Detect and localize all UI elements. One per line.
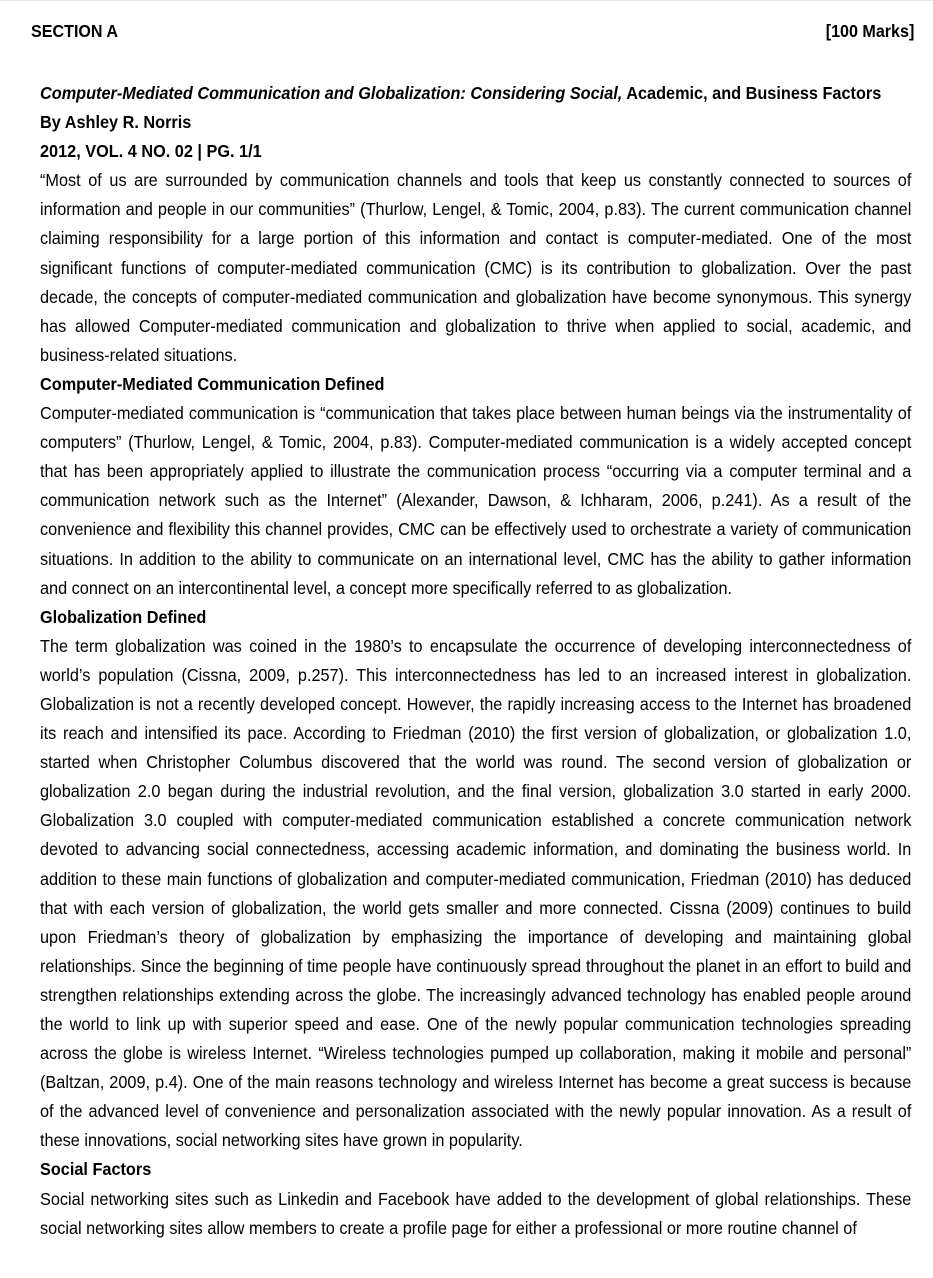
article-citation: 2012, VOL. 4 NO. 02 | PG. 1/1 bbox=[40, 141, 262, 162]
cmc-heading: Computer-Mediated Communication Defined bbox=[40, 373, 385, 394]
article-title-italic: Computer-Mediated Communication and Globalization: Considering Social, bbox=[40, 83, 623, 103]
section-label: SECTION A bbox=[31, 21, 119, 41]
social-paragraph: Social networking sites such as Linkedin and Facebook have added to the development of global relationships. These social networking sites allow members to create a profile page for either a professional or more routine channel of bbox=[40, 1188, 912, 1238]
article-title bbox=[40, 79, 911, 108]
globalization-paragraph: The term globalization was coined in the 1980’s to encapsulate the occurrence of developing interconnectedness of world’s population (Cissna, 2009, p.257). This interconnectedness has led to an increased interest in globalization. Globalization is not a recently developed concept. However, the rapidly increasing access to the Internet has broadened its reach and intensified its pace. According to Friedman (2010) the first version of globalization, or globalization 1.0, started when Christopher Columbus discovered that the world was round. The second version of globalization or globalization 2.0 began during the industrial revolution, and the final version, globalization 3.0 started in early 2000. Globalization 3.0 coupled with computer-mediated communication established a concrete communication network devoted to advancing social connectedness, accessing academic information, and dominating the business world. In addition to these main functions of globalization and computer-mediated communication, Friedman (2010) has deduced that with each version of globalization, the world gets smaller and more connected. Cissna (2009) continues to build upon Friedman’s theory of globalization by emphasizing the importance of developing and maintaining global relationships. Since the beginning of time people have continuously spread throughout the planet in an effort to build and strengthen relationships extending across the globe. The increasingly advanced technology has enabled people around the world to link up with superior speed and ease. One of the newly popular communication technologies spreading across the globe is wireless Internet. “Wireless technologies pumped up collaboration, making it mobile and personal” (Baltzan, 2009, p.4). One of the main reasons technology and wireless Internet has become a great success is because of the advanced level of convenience and personalization associated with the newly popular innovation. As a result of these innovations, social networking sites have grown in popularity. bbox=[40, 635, 912, 1151]
cmc-paragraph: Computer-mediated communication is “communication that takes place between human beings via the instrumentality of computers” (Thurlow, Lengel, & Tomic, 2004, p.83). Computer-mediated communication is a widely accepted concept that has been appropriately applied to illustrate the communication process “occurring via a computer terminal and a communication network such as the Internet” (Alexander, Dawson, & Ichharam, 2006, p.241). As a result of the convenience and flexibility this channel provides, CMC can be effectively used to orchestrate a variety of communication situations. In addition to the ability to communicate on an international level, CMC has the ability to gather information and connect on an intercontinental level, a concept more specifically referred to as globalization. bbox=[40, 403, 912, 598]
intro-paragraph: “Most of us are surrounded by communication channels and tools that keep us constantly connected to sources of information and people in our communities” (Thurlow, Lengel, & Tomic, 2004, p.83). The current communication channel claiming responsibility for a large portion of this information and contact is computer-mediated. One of the most significant functions of computer-mediated communication (CMC) is its contribution to globalization. Over the past decade, the concepts of computer-mediated communication and globalization have become synonymous. This synergy has allowed Computer-mediated communication and globalization to thrive when applied to social, academic, and business-related situations. bbox=[40, 170, 912, 365]
article-title-rest: Academic, and Business Factors bbox=[622, 83, 882, 103]
article-author: By Ashley R. Norris bbox=[40, 112, 192, 133]
social-heading: Social Factors bbox=[40, 1159, 152, 1180]
section-marks: [100 Marks] bbox=[825, 21, 914, 41]
section-header bbox=[31, 21, 843, 45]
globalization-heading: Globalization Defined bbox=[40, 606, 207, 627]
article-body bbox=[40, 79, 911, 1243]
